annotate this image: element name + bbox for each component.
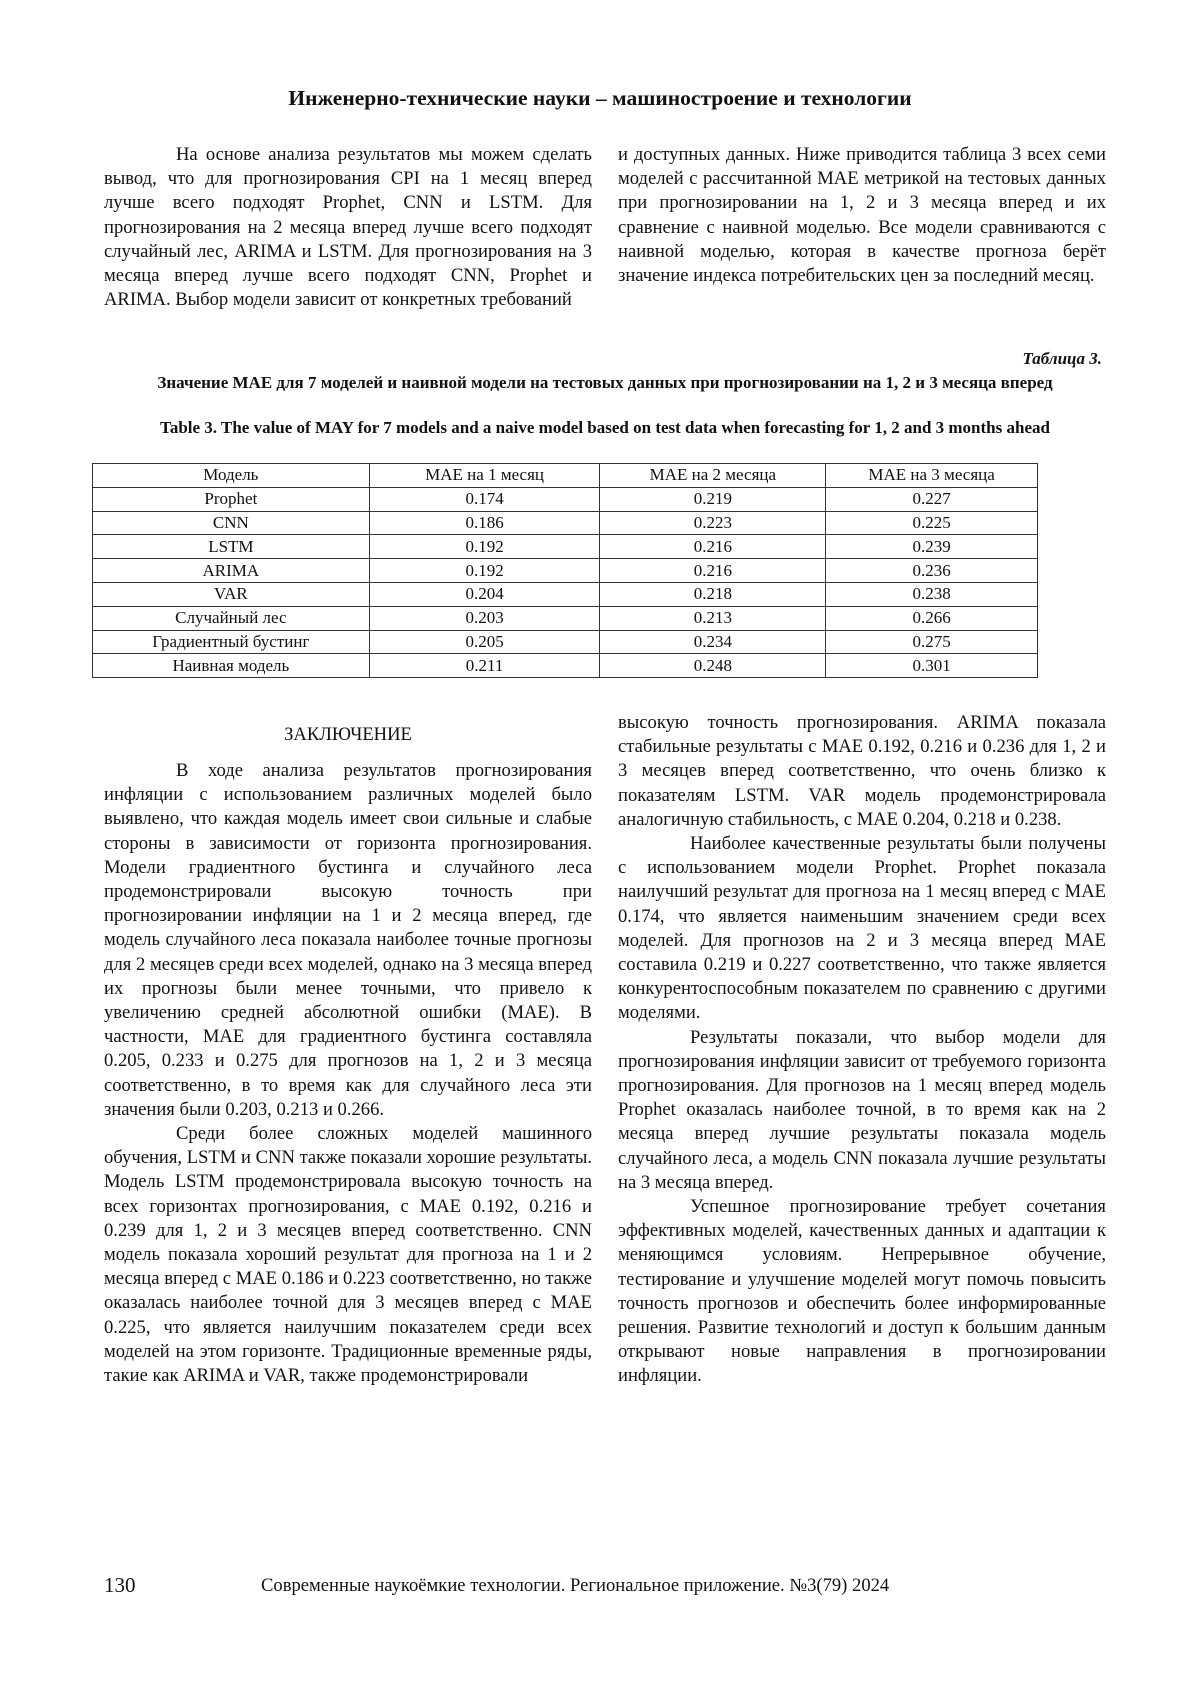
table-title-ru: Значение MAE для 7 моделей и наивной модели на тестовых данных при прогнозировании на 1, 2 и 3 месяца вперед bbox=[157, 373, 1053, 392]
header-mae-3: MAE на 3 месяца bbox=[826, 464, 1038, 488]
table-row bbox=[93, 630, 1038, 654]
cell-model: Градиентный бустинг bbox=[93, 630, 370, 654]
cell-model: CNN bbox=[93, 511, 370, 535]
cell-mae-2: 0.234 bbox=[600, 630, 826, 654]
cell-mae-1: 0.192 bbox=[369, 535, 600, 559]
conclusion-paragraph: Среди более сложных моделей машинного обучения, LSTM и CNN также показали хорошие результаты. Модель LSTM продемонстрировала высокую точность на всех горизонтах прогнозирования, с MAE 0.192, 0.216 и 0.239 для 1, 2 и 3 месяцев вперед соответственно. CNN модель показала хороший результат для прогноза на 1 и 2 месяца вперед с MAE 0.186 и 0.223 соответственно, но также оказалась наиболее точной для 3 месяцев вперед с MAE 0.225, что является наилучшим показателем среди всех моделей на этом горизонте. Традиционные временные ряды, такие как ARIMA и VAR, также продемонстрировали bbox=[104, 1123, 592, 1387]
table-row bbox=[93, 559, 1038, 583]
cell-mae-2: 0.218 bbox=[600, 582, 826, 606]
conclusion-heading: ЗАКЛЮЧЕНИЕ bbox=[284, 724, 412, 745]
cell-mae-2: 0.223 bbox=[600, 511, 826, 535]
cell-model: Наивная модель bbox=[93, 654, 370, 678]
cell-mae-3: 0.301 bbox=[826, 654, 1038, 678]
cell-mae-2: 0.216 bbox=[600, 559, 826, 583]
conclusion-paragraph: В ходе анализа результатов прогнозирования инфляции с использованием различных моделей было выявлено, что каждая модель имеет свои сильные и слабые стороны в зависимости от горизонта прогнозирования. Модели градиентного бустинга и случайного леса продемонстрировали высокую точность при прогнозировании инфляции на 1 и 2 месяца вперед, где модель случайного леса показала наиболее точные прогнозы для 2 месяцев среди всех моделей, однако на 3 месяца вперед их прогнозы были менее точными, что привело к увеличению средней абсолютной ошибки (MAE). В частности, MAE для градиентного бустинга составляла 0.205, 0.233 и 0.275 для прогнозов на 1, 2 и 3 месяца соответственно, в то время как для случайного леса эти значения были 0.203, 0.213 и 0.266. bbox=[104, 760, 592, 1120]
cell-mae-3: 0.238 bbox=[826, 582, 1038, 606]
cell-mae-3: 0.266 bbox=[826, 606, 1038, 630]
cell-mae-3: 0.239 bbox=[826, 535, 1038, 559]
cell-model: ARIMA bbox=[93, 559, 370, 583]
cell-mae-1: 0.204 bbox=[369, 582, 600, 606]
cell-mae-2: 0.219 bbox=[600, 487, 826, 511]
header-mae-2: MAE на 2 месяца bbox=[600, 464, 826, 488]
intro-left-column bbox=[104, 143, 592, 312]
table-title-en: Table 3. The value of MAY for 7 models and a naive model based on test data when forecasting for 1, 2 and 3 months ahead bbox=[160, 418, 1050, 437]
table-label: Таблица 3. bbox=[1022, 349, 1102, 368]
cell-mae-3: 0.236 bbox=[826, 559, 1038, 583]
table-row bbox=[93, 511, 1038, 535]
page-number: 130 bbox=[104, 1573, 136, 1597]
table-row bbox=[93, 535, 1038, 559]
intro-paragraph-left: На основе анализа результатов мы можем сделать вывод, что для прогнозирования CPI на 1 месяц вперед лучше всего подходят Prophet, CNN и LSTM. Для прогнозирования на 2 месяца вперед лучше всего подходят случайный лес, ARIMA и LSTM. Для прогнозирования на 3 месяца вперед лучше всего подходят CNN, Prophet и ARIMA. Выбор модели зависит от конкретных требований bbox=[104, 144, 592, 311]
running-head: Инженерно-технические науки – машиностроение и технологии bbox=[288, 86, 912, 110]
cell-mae-1: 0.174 bbox=[369, 487, 600, 511]
cell-mae-3: 0.275 bbox=[826, 630, 1038, 654]
cell-model: LSTM bbox=[93, 535, 370, 559]
cell-mae-2: 0.216 bbox=[600, 535, 826, 559]
intro-right-column bbox=[618, 143, 1106, 288]
conclusion-paragraph: Успешное прогнозирование требует сочетания эффективных моделей, качественных данных и адаптации к меняющимся условиям. Непрерывное обучение, тестирование и улучшение моделей могут помочь повысить точность прогнозов и обеспечить более информированные решения. Развитие технологий и доступ к большим данным открывают новые направления в прогнозировании инфляции. bbox=[618, 1196, 1106, 1387]
cell-model: VAR bbox=[93, 582, 370, 606]
cell-mae-3: 0.225 bbox=[826, 511, 1038, 535]
cell-mae-3: 0.227 bbox=[826, 487, 1038, 511]
header-model: Модель bbox=[93, 464, 370, 488]
cell-mae-2: 0.213 bbox=[600, 606, 826, 630]
table-row bbox=[93, 582, 1038, 606]
conclusion-left-column bbox=[104, 759, 592, 1388]
conclusion-paragraph: Наиболее качественные результаты были получены с использованием модели Prophet. Prophet показала наилучший результат для прогноза на 1 месяц вперед с MAE 0.174, что является наименьшим значением среди всех моделей. Для прогнозов на 2 и 3 месяца вперед MAE составила 0.219 и 0.227 соответственно, что также является конкурентоспособным показателем по сравнению с другими моделями. bbox=[618, 833, 1106, 1024]
mae-table bbox=[92, 463, 1038, 678]
cell-mae-1: 0.203 bbox=[369, 606, 600, 630]
table-row bbox=[93, 606, 1038, 630]
journal-title: Современные наукоёмкие технологии. Региональное приложение. №3(79) 2024 bbox=[261, 1575, 890, 1596]
conclusion-right-column bbox=[618, 711, 1106, 1389]
table-header-row bbox=[93, 464, 1038, 488]
cell-model: Prophet bbox=[93, 487, 370, 511]
table-row bbox=[93, 487, 1038, 511]
header-mae-1: MAE на 1 месяц bbox=[369, 464, 600, 488]
cell-mae-1: 0.186 bbox=[369, 511, 600, 535]
cell-mae-2: 0.248 bbox=[600, 654, 826, 678]
cell-mae-1: 0.205 bbox=[369, 630, 600, 654]
intro-paragraph-right: и доступных данных. Ниже приводится таблица 3 всех семи моделей с рассчитанной MAE метрикой на тестовых данных при прогнозировании на 1, 2 и 3 месяца вперед и их сравнение с наивной моделью. Все модели сравниваются с наивной моделью, которая в качестве прогноза берёт значение индекса потребительских цен за последний месяц. bbox=[618, 144, 1106, 287]
cell-mae-1: 0.211 bbox=[369, 654, 600, 678]
cell-model: Случайный лес bbox=[93, 606, 370, 630]
conclusion-continuation: высокую точность прогнозирования. ARIMA показала стабильные результаты с MAE 0.192, 0.216 и 0.236 для 1, 2 и 3 месяцев вперед соответственно, что очень близко к показателям LSTM. VAR модель продемонстрировала аналогичную стабильность, с MAE 0.204, 0.218 и 0.238. bbox=[618, 712, 1106, 830]
table-row bbox=[93, 654, 1038, 678]
conclusion-paragraph: Результаты показали, что выбор модели для прогнозирования инфляции зависит от требуемого горизонта прогнозирования. Для прогнозов на 1 месяц вперед модель Prophet оказалась наиболее точной, в то время как на 2 месяца вперед лучшие результаты показала модель случайного леса, а модель CNN показала лучшие результаты на 3 месяца вперед. bbox=[618, 1026, 1106, 1193]
cell-mae-1: 0.192 bbox=[369, 559, 600, 583]
